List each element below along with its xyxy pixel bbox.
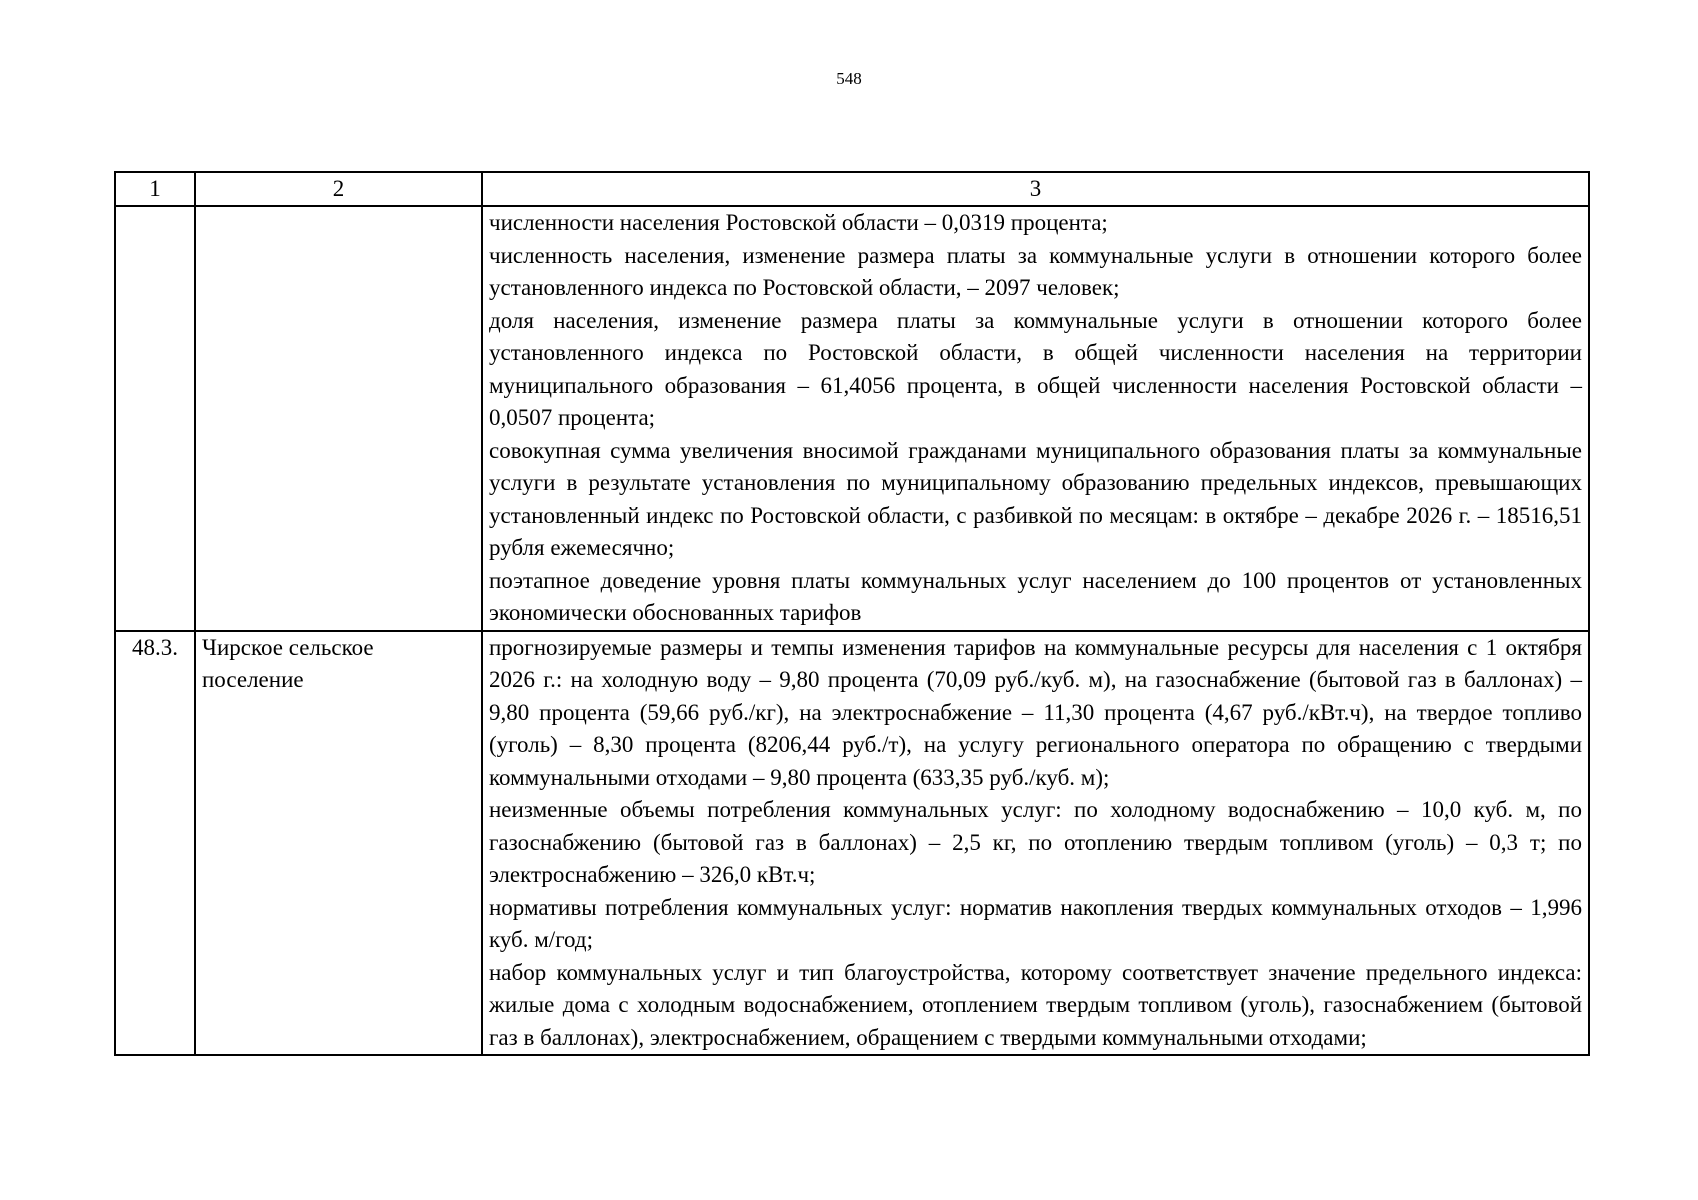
description-paragraph: доля населения, изменение размера платы за коммунальные услуги в отношении которого более установленного индекса по Ростовской области, в общей численности населения на территории муниципального образования – 61,4056 процента, в общей численности населения Ростовской области – 0,0507 процента; [489,307,1582,430]
description-paragraph: прогнозируемые размеры и темпы изменения тарифов на коммунальные ресурсы для населения с 1 октября 2026 г.: на холодную воду – 9,80 процента (70,09 руб./куб. м), на газоснабжение (бытовой газ в баллонах) – 9,80 процента (59,66 руб./кг), на электроснабжение – 11,30 процента (4,67 руб./кВт.ч), на твердое топливо (уголь) – 8,30 процента (8206,44 руб./т), на услугу регионального оператора по обращению с твердыми коммунальными отходами – 9,80 процента (633,35 руб./куб. м); [489,634,1582,790]
header-cell-1: 1 [115,172,195,206]
table-row [115,206,1589,631]
header-cell-2: 2 [195,172,482,206]
page-number: 548 [836,69,862,88]
settlement-name-cell: Чирское сельское поселение [195,631,482,1056]
description-paragraph: совокупная сумма увеличения вносимой гражданами муниципального образования платы за коммунальные услуги в результате установления по муниципальному образованию предельных индексов, превышающих установленный индекс по Ростовской области, с разбивкой по месяцам: в октябре – декабре 2026 г. – 18516,51 рубля ежемесячно; [489,437,1582,560]
tariff-table [114,171,1590,1056]
description-paragraph: набор коммунальных услуг и тип благоустройства, которому соответствует значение предельного индекса: жилые дома с холодным водоснабжением, отоплением твердым топливом (уголь), газоснабжением (бытовой газ в баллонах), электроснабжением, обращением с твердыми коммунальными отходами; [489,959,1582,1050]
description-cell [482,206,1589,631]
table-row [115,631,1589,1056]
description-paragraph: численности населения Ростовской области – 0,0319 процента; [489,210,1108,235]
row-number-cell: 48.3. [115,631,195,1056]
settlement-name-cell [195,206,482,631]
table-header-row [115,172,1589,206]
description-paragraph: неизменные объемы потребления коммунальных услуг: по холодному водоснабжению – 10,0 куб. м, по газоснабжению (бытовой газ в баллонах) – 2,5 кг, по отоплению твердым топливом (уголь) – 0,3 т; по электроснабжению – 326,0 кВт.ч; [489,797,1582,887]
description-paragraph: численность населения, изменение размера платы за коммунальные услуги в отношении которого более установленного индекса по Ростовской области, – 2097 человек; [489,242,1582,300]
row-number-cell [115,206,195,631]
description-paragraph: поэтапное доведение уровня платы коммунальных услуг населением до 100 процентов от установленных экономически обоснованных тарифов [489,567,1582,625]
header-cell-3: 3 [482,172,1589,206]
description-paragraph: нормативы потребления коммунальных услуг: норматив накопления твердых коммунальных отходов – 1,996 куб. м/год; [489,894,1582,952]
description-cell [482,631,1589,1056]
